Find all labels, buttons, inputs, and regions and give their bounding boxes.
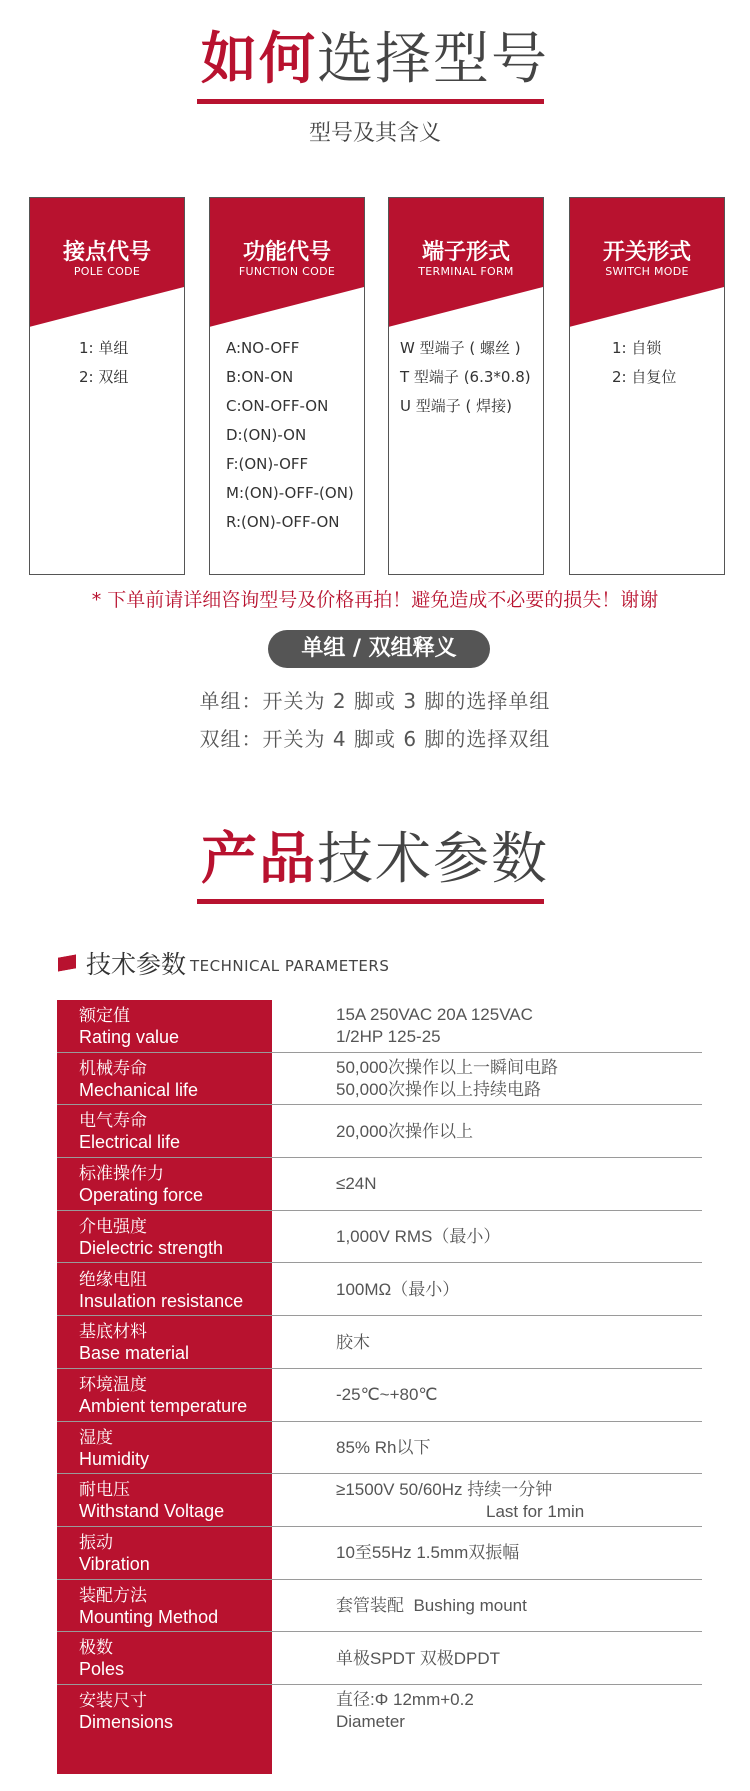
param-label-cn: 额定值 bbox=[79, 1006, 130, 1026]
param-label-en: Humidity bbox=[79, 1448, 150, 1469]
list-item: A:NO-OFF bbox=[226, 339, 300, 357]
param-value bbox=[336, 1580, 702, 1633]
param-label-en: Mounting Method bbox=[79, 1606, 219, 1627]
param-label bbox=[79, 1375, 247, 1417]
param-value-line: 直径:Φ 12mm+0.2 bbox=[336, 1690, 474, 1710]
list-item: C:ON-OFF-ON bbox=[226, 397, 329, 415]
param-label-en: Poles bbox=[79, 1659, 125, 1680]
param-value bbox=[336, 1369, 702, 1422]
param-value bbox=[336, 1211, 702, 1264]
section-subtitle: 型号及其含义 bbox=[308, 121, 441, 146]
param-value-line: 套管装配 Bushing mount bbox=[336, 1596, 527, 1616]
param-value bbox=[336, 1316, 702, 1369]
list-item: B:ON-ON bbox=[226, 368, 294, 386]
param-value bbox=[336, 1527, 702, 1580]
param-value-line: 50,000次操作以上一瞬间电路 bbox=[336, 1058, 558, 1078]
table-row bbox=[57, 1000, 702, 1053]
param-label bbox=[79, 1059, 198, 1101]
param-value bbox=[336, 1474, 702, 1527]
param-label bbox=[79, 1480, 224, 1522]
param-label-en: Mechanical life bbox=[79, 1079, 199, 1100]
card-list bbox=[400, 334, 531, 421]
title-highlight: 如何 bbox=[201, 27, 317, 92]
param-label-cn: 介电强度 bbox=[79, 1216, 147, 1237]
card-title: 开关形式 bbox=[602, 240, 691, 265]
param-value-line: ≥1500V 50/60Hz 持续一分钟 bbox=[336, 1479, 553, 1499]
table-row bbox=[57, 1369, 702, 1422]
table-row bbox=[57, 1632, 702, 1685]
param-value bbox=[336, 1632, 702, 1685]
table-row bbox=[57, 1580, 702, 1633]
list-item: R:(ON)-OFF-ON bbox=[226, 513, 340, 531]
list-item: 2: 自复位 bbox=[612, 368, 677, 386]
param-label-cn: 振动 bbox=[79, 1533, 113, 1553]
card-list bbox=[79, 334, 128, 392]
param-value-line: 10至55Hz 1.5mm双振幅 bbox=[336, 1543, 520, 1563]
label-en: TECHNICAL PARAMETERS bbox=[190, 957, 390, 975]
param-value bbox=[336, 1000, 702, 1053]
param-label-cn: 电气寿命 bbox=[79, 1111, 147, 1132]
table-row bbox=[57, 1158, 702, 1211]
list-item: F:(ON)-OFF bbox=[226, 455, 309, 473]
title-rest: 技术参数 bbox=[317, 827, 549, 892]
param-label-en: Electrical life bbox=[79, 1132, 181, 1153]
param-label-en: Dimensions bbox=[79, 1712, 174, 1733]
param-value-line: 50,000次操作以上持续电路 bbox=[336, 1080, 541, 1100]
table-row bbox=[57, 1685, 702, 1738]
tech-params-label bbox=[58, 945, 389, 981]
title-highlight: 产品 bbox=[201, 827, 317, 892]
param-label bbox=[79, 1428, 149, 1470]
list-item: W 型端子 ( 螺丝 ) bbox=[400, 339, 521, 357]
card-terminal-form bbox=[388, 197, 544, 575]
card-subtitle: SWITCH MODE bbox=[605, 265, 689, 278]
param-label-en: Ambient temperature bbox=[79, 1395, 248, 1416]
param-value-line: 胶木 bbox=[336, 1332, 370, 1352]
title-rest: 选择型号 bbox=[317, 27, 549, 92]
explain-single: 单组：开关为 2 脚或 3 脚的选择单组 bbox=[199, 689, 551, 713]
card-switch-mode bbox=[569, 197, 725, 575]
flag-icon bbox=[58, 954, 76, 971]
list-item: 1: 自锁 bbox=[612, 339, 662, 357]
param-label-en: Withstand Voltage bbox=[79, 1501, 225, 1522]
param-label bbox=[79, 1322, 189, 1364]
card-list bbox=[612, 334, 676, 392]
table-row bbox=[57, 1422, 702, 1475]
title-underline bbox=[197, 99, 544, 104]
param-value-line: -25℃~+80℃ bbox=[336, 1385, 438, 1405]
param-label bbox=[79, 1270, 243, 1312]
param-label-en: Vibration bbox=[79, 1554, 150, 1574]
card-subtitle: FUNCTION CODE bbox=[238, 265, 336, 278]
param-value-line: 1/2HP 125-25 bbox=[336, 1027, 441, 1047]
card-subtitle: POLE CODE bbox=[73, 265, 141, 278]
page-title-select-model bbox=[0, 25, 750, 95]
table-row bbox=[57, 1264, 702, 1317]
param-value bbox=[336, 1053, 702, 1106]
param-label bbox=[79, 1111, 180, 1153]
param-label bbox=[79, 1638, 124, 1680]
label-cn: 技术参数 bbox=[86, 950, 187, 979]
param-label-en: Insulation resistance bbox=[79, 1290, 244, 1311]
card-title: 功能代号 bbox=[242, 240, 331, 265]
list-item: 2: 双组 bbox=[79, 368, 129, 386]
table-row bbox=[57, 1211, 702, 1264]
table-row bbox=[57, 1474, 702, 1527]
param-label-cn: 机械寿命 bbox=[79, 1058, 147, 1079]
table-row bbox=[57, 1053, 702, 1106]
param-value bbox=[336, 1685, 702, 1738]
param-value-line: 85% Rh以下 bbox=[336, 1437, 431, 1457]
param-label-cn: 标准操作力 bbox=[79, 1164, 164, 1185]
card-subtitle: TERMINAL FORM bbox=[418, 265, 514, 278]
param-label-cn: 环境温度 bbox=[79, 1374, 147, 1395]
card-list bbox=[226, 334, 354, 537]
param-label-cn: 绝缘电阻 bbox=[79, 1269, 147, 1290]
param-value-line: Diameter bbox=[336, 1712, 405, 1732]
param-label-en: Base material bbox=[79, 1343, 190, 1364]
list-item: D:(ON)-ON bbox=[226, 426, 307, 444]
param-label bbox=[79, 1586, 218, 1628]
card-title: 接点代号 bbox=[62, 240, 151, 265]
param-label-en: Dielectric strength bbox=[79, 1237, 224, 1258]
param-label bbox=[79, 1006, 179, 1048]
param-label-cn: 装配方法 bbox=[79, 1585, 147, 1606]
param-value bbox=[336, 1422, 702, 1475]
list-item: T 型端子 (6.3*0.8) bbox=[400, 368, 531, 386]
table-row bbox=[57, 1316, 702, 1369]
param-label-en: Operating force bbox=[79, 1185, 204, 1206]
param-value-line: 单极SPDT 双极DPDT bbox=[336, 1648, 501, 1668]
param-value-line: 100MΩ（最小） bbox=[336, 1279, 460, 1299]
param-value-line: 15A 250VAC 20A 125VAC bbox=[336, 1005, 533, 1025]
param-label-cn: 基底材料 bbox=[79, 1322, 147, 1343]
param-value-line: 1,000V RMS（最小） bbox=[336, 1227, 501, 1247]
list-item: M:(ON)-OFF-(ON) bbox=[226, 484, 354, 502]
card-title: 端子形式 bbox=[421, 240, 510, 265]
list-item: 1: 单组 bbox=[79, 339, 129, 357]
table-row bbox=[57, 1105, 702, 1158]
page-title-tech-params bbox=[0, 825, 750, 895]
table-row bbox=[57, 1527, 702, 1580]
param-value bbox=[336, 1264, 702, 1317]
param-label-cn: 湿度 bbox=[79, 1427, 113, 1448]
card-function-code bbox=[209, 197, 365, 575]
list-item: U 型端子 ( 焊接) bbox=[400, 397, 512, 415]
explain-double: 双组：开关为 4 脚或 6 脚的选择双组 bbox=[199, 727, 551, 751]
param-label-cn: 安装尺寸 bbox=[79, 1691, 147, 1712]
param-value-line: ≤24N bbox=[336, 1174, 377, 1194]
param-label-en: Rating value bbox=[79, 1027, 180, 1047]
card-pole-code bbox=[29, 197, 185, 575]
order-notice: * 下单前请详细咨询型号及价格再拍！避免造成不必要的损失！谢谢 bbox=[91, 589, 659, 611]
title-underline bbox=[197, 899, 544, 904]
param-value-line: Last for 1min bbox=[486, 1501, 585, 1521]
param-label bbox=[79, 1533, 150, 1575]
param-value bbox=[336, 1105, 702, 1158]
param-label-cn: 耐电压 bbox=[79, 1480, 130, 1501]
param-label bbox=[79, 1164, 203, 1206]
param-label-cn: 极数 bbox=[79, 1638, 113, 1659]
param-label bbox=[79, 1217, 223, 1259]
param-value-line: 20,000次操作以上 bbox=[336, 1121, 473, 1141]
param-value bbox=[336, 1158, 702, 1211]
param-label bbox=[79, 1691, 173, 1733]
pole-definition-badge: 单组 / 双组释义 bbox=[268, 630, 490, 668]
